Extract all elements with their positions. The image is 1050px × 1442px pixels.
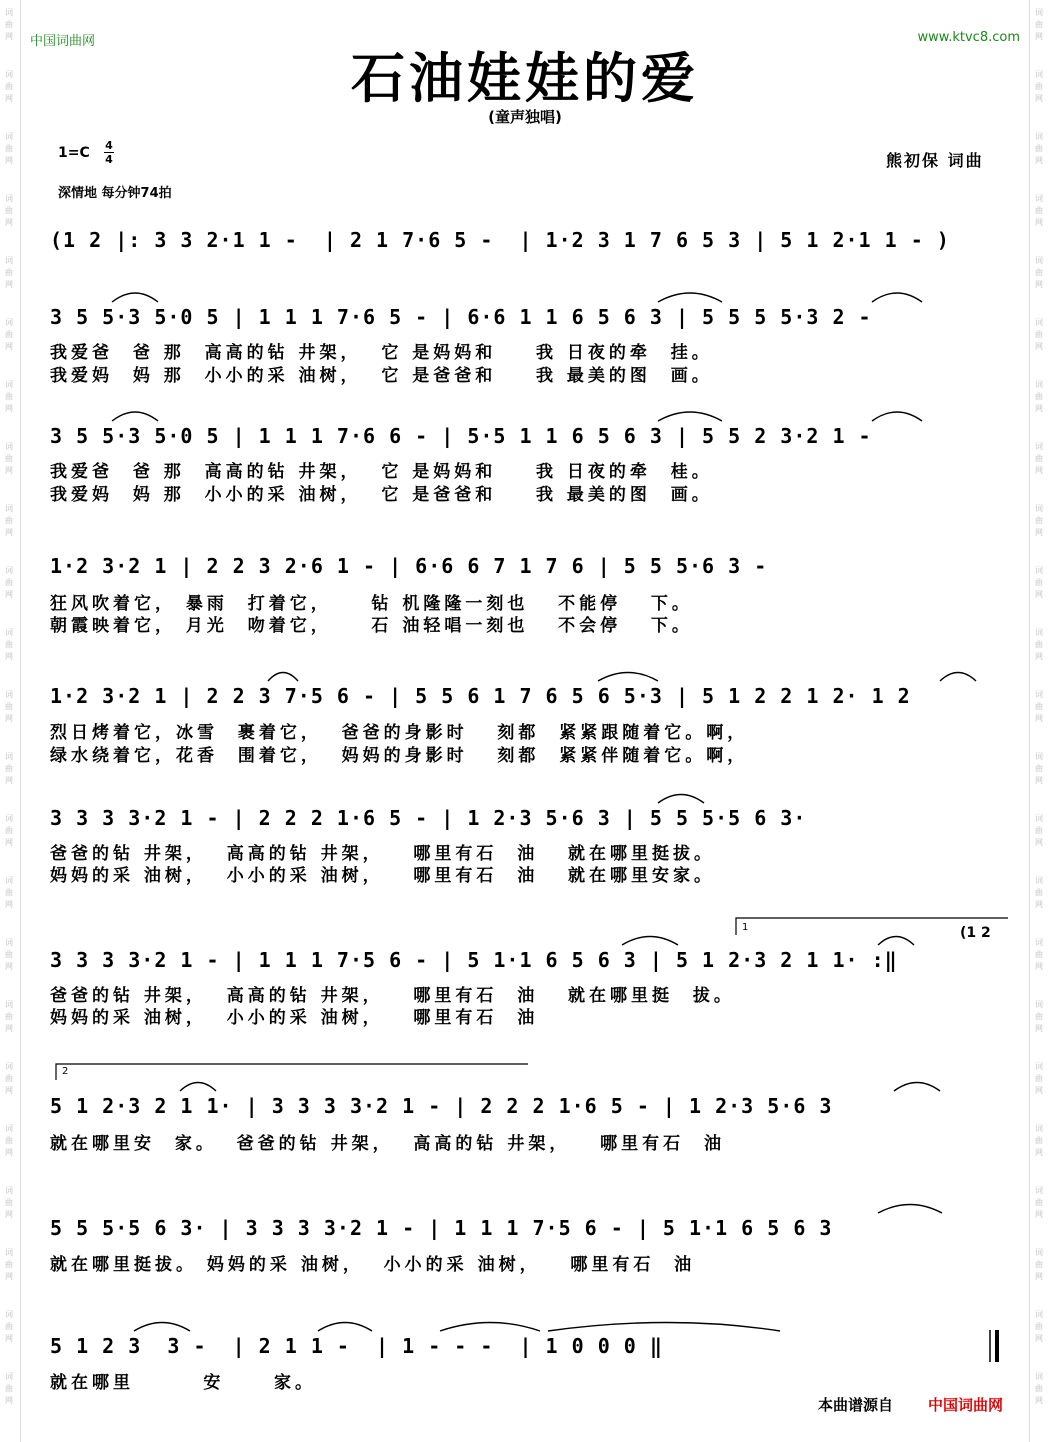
watermark-glyph: 曲 xyxy=(5,826,13,835)
watermark-glyph: 词 xyxy=(5,1186,13,1195)
watermark-glyph: 网 xyxy=(5,466,13,475)
slur xyxy=(440,1323,540,1332)
watermark-glyph: 网 xyxy=(1035,1396,1043,1405)
watermark-glyph: 词 xyxy=(5,1000,13,1009)
watermark-glyph: 网 xyxy=(5,280,13,289)
watermark-glyph: 曲 xyxy=(5,144,13,153)
watermark-glyph: 词 xyxy=(5,1124,13,1133)
watermark-glyph: 词 xyxy=(1035,1124,1043,1133)
system-2-notes: 3 5 5·3 5·0 5 | 1 1 1 7·6 5 - | 6·6 1 1 6 5 6 3 | 5 5 5 5·3 2 - xyxy=(50,305,872,329)
watermark-glyph: 词 xyxy=(5,380,13,389)
watermark-glyph: 曲 xyxy=(5,1074,13,1083)
watermark-glyph: 网 xyxy=(5,1396,13,1405)
slur xyxy=(318,1323,372,1332)
watermark-glyph: 词 xyxy=(1035,70,1043,79)
watermark-glyph: 词 xyxy=(5,690,13,699)
watermark-glyph: 词 xyxy=(5,70,13,79)
system-3-notes: 3 5 5·3 5·0 5 | 1 1 1 7·6 6 - | 5·5 1 1 6 5 6 3 | 5 5 2 3·2 1 - xyxy=(50,424,872,448)
song-subtitle: (童声独唱) xyxy=(488,108,562,126)
key-signature: 1=C xyxy=(58,145,90,161)
watermark-glyph: 网 xyxy=(5,1086,13,1095)
watermark-glyph: 曲 xyxy=(1035,516,1043,525)
watermark-glyph: 网 xyxy=(1035,280,1043,289)
watermark-glyph: 网 xyxy=(1035,1210,1043,1219)
watermark-glyph: 网 xyxy=(1035,528,1043,537)
watermark-glyph: 词 xyxy=(1035,876,1043,885)
watermark-glyph: 词 xyxy=(1035,194,1043,203)
watermark-glyph: 网 xyxy=(1035,900,1043,909)
watermark-glyph: 曲 xyxy=(5,1198,13,1207)
watermark-glyph: 词 xyxy=(5,442,13,451)
watermark-glyph: 曲 xyxy=(1035,268,1043,277)
watermark-glyph: 网 xyxy=(5,1148,13,1157)
watermark-glyph: 网 xyxy=(1035,1024,1043,1033)
watermark-glyph: 网 xyxy=(1035,32,1043,41)
watermark-glyph: 词 xyxy=(5,876,13,885)
watermark-glyph: 词 xyxy=(5,194,13,203)
watermark-glyph: 曲 xyxy=(5,1322,13,1331)
system-10-notes: 5 1 2 3 3 - | 2 1 1 - | 1 - - - | 1 0 0 0 ‖ xyxy=(50,1334,663,1358)
site-url-right: www.ktvc8.com xyxy=(917,30,1020,45)
watermark-glyph: 曲 xyxy=(1035,950,1043,959)
watermark-glyph: 曲 xyxy=(1035,640,1043,649)
watermark-glyph: 网 xyxy=(5,156,13,165)
watermark-glyph: 网 xyxy=(1035,652,1043,661)
footer-site-name: 中国词曲网 xyxy=(928,1396,1004,1414)
watermark-glyph: 曲 xyxy=(1035,1260,1043,1269)
watermark-glyph: 词 xyxy=(1035,318,1043,327)
watermark-glyph: 曲 xyxy=(5,392,13,401)
composer-credit: 熊初保 词曲 xyxy=(886,151,984,170)
watermark-glyph: 曲 xyxy=(1035,454,1043,463)
system-2-lyric-2: 我爱妈 妈 那 小小的采 油树， 它 是爸爸和 我 最美的图 画。 xyxy=(50,366,713,386)
volta-2-bracket xyxy=(56,1064,528,1080)
watermark-glyph: 网 xyxy=(1035,590,1043,599)
watermark-glyph: 网 xyxy=(5,404,13,413)
watermark-glyph: 词 xyxy=(5,814,13,823)
watermark-glyph: 曲 xyxy=(1035,82,1043,91)
watermark-glyph: 网 xyxy=(1035,962,1043,971)
watermark-glyph: 曲 xyxy=(1035,702,1043,711)
watermark-glyph: 词 xyxy=(1035,690,1043,699)
watermark-glyph: 词 xyxy=(1035,938,1043,947)
watermark-glyph: 曲 xyxy=(1035,1136,1043,1145)
watermark-glyph: 曲 xyxy=(5,20,13,29)
system-4-notes: 1·2 3·2 1 | 2 2 3 2·6 1 - | 6·6 6 7 1 7 6 | 5 5 5·6 3 - xyxy=(50,554,768,578)
watermark-glyph: 网 xyxy=(1035,466,1043,475)
watermark-glyph: 网 xyxy=(5,528,13,537)
watermark-glyph: 网 xyxy=(5,590,13,599)
watermark-glyph: 曲 xyxy=(5,950,13,959)
watermark-glyph: 词 xyxy=(1035,1062,1043,1071)
watermark-glyph: 曲 xyxy=(1035,330,1043,339)
system-9-notes: 5 5 5·5 6 3· | 3 3 3 3·2 1 - | 1 1 1 7·5 6 - | 5 1·1 6 5 6 3 xyxy=(50,1216,833,1240)
watermark-glyph: 词 xyxy=(1035,566,1043,575)
watermark-glyph: 曲 xyxy=(5,454,13,463)
watermark-glyph: 网 xyxy=(1035,1086,1043,1095)
watermark-glyph: 曲 xyxy=(1035,144,1043,153)
system-6-lyric-1: 爸爸的钻 井架， 高高的钻 井架， 哪里有石 油 就在哪里挺拔。 xyxy=(50,844,716,864)
watermark-glyph: 曲 xyxy=(1035,20,1043,29)
watermark-glyph: 词 xyxy=(1035,442,1043,451)
slur xyxy=(268,673,298,682)
final-barline xyxy=(990,1330,997,1362)
watermark-glyph: 曲 xyxy=(5,82,13,91)
slur xyxy=(872,412,922,421)
watermark-glyph: 曲 xyxy=(5,1136,13,1145)
watermark-glyph: 网 xyxy=(5,962,13,971)
system-5-lyric-2: 绿水绕着它，花香 围着它， 妈妈的身影时 刻都 紧紧伴随着它。啊， xyxy=(50,746,749,766)
watermark-glyph: 曲 xyxy=(1035,764,1043,773)
watermark-glyph: 网 xyxy=(1035,94,1043,103)
watermark-glyph: 曲 xyxy=(5,640,13,649)
watermark-glyph: 网 xyxy=(5,900,13,909)
watermark-glyph: 网 xyxy=(5,776,13,785)
volta-1-label: 1 xyxy=(742,922,749,933)
watermark-glyph: 曲 xyxy=(5,888,13,897)
watermark-glyph: 词 xyxy=(5,938,13,947)
watermark-glyph: 曲 xyxy=(5,764,13,773)
slur xyxy=(658,412,722,421)
volta-2-label: 2 xyxy=(62,1066,69,1077)
watermark-glyph: 网 xyxy=(1035,1272,1043,1281)
watermark-glyph: 曲 xyxy=(1035,392,1043,401)
watermark-glyph: 网 xyxy=(5,1024,13,1033)
watermark-glyph: 曲 xyxy=(5,1384,13,1393)
watermark-glyph: 曲 xyxy=(1035,1012,1043,1021)
watermark-glyph: 网 xyxy=(1035,404,1043,413)
watermark-glyph: 词 xyxy=(5,256,13,265)
slur xyxy=(940,673,976,682)
watermark-glyph: 曲 xyxy=(5,578,13,587)
watermark-glyph: 网 xyxy=(5,838,13,847)
watermark-glyph: 曲 xyxy=(1035,1322,1043,1331)
slur xyxy=(872,293,922,302)
system-7-lyric-2: 妈妈的采 油树， 小小的采 油树， 哪里有石 油 xyxy=(50,1008,539,1028)
watermark-glyph: 词 xyxy=(5,1310,13,1319)
watermark-glyph: 词 xyxy=(5,628,13,637)
system-7-lyric-1: 爸爸的钻 井架， 高高的钻 井架， 哪里有石 油 就在哪里挺 拔。 xyxy=(50,986,735,1006)
watermark-glyph: 曲 xyxy=(5,516,13,525)
watermark-glyph: 词 xyxy=(1035,8,1043,17)
system-10-lyric-1: 就在哪里 安 家。 xyxy=(50,1373,317,1393)
watermark-glyph: 网 xyxy=(5,1272,13,1281)
watermark-glyph: 曲 xyxy=(5,1012,13,1021)
system-1-notes: (1 2 |: 3 3 2·1 1 - | 2 1 7·6 5 - | 1·2 3 1 7 6 5 3 | 5 1 2·1 1 - ) xyxy=(50,228,950,252)
watermark-glyph: 曲 xyxy=(5,330,13,339)
watermark-glyph: 网 xyxy=(1035,838,1043,847)
watermark-glyph: 词 xyxy=(1035,1186,1043,1195)
watermark-glyph: 曲 xyxy=(1035,1384,1043,1393)
watermark-glyph: 网 xyxy=(5,94,13,103)
watermark-glyph: 网 xyxy=(1035,1148,1043,1157)
slur xyxy=(548,1323,780,1332)
slur xyxy=(598,673,658,682)
watermark-glyph: 词 xyxy=(1035,1248,1043,1257)
system-3-lyric-1: 我爱爸 爸 那 高高的钻 井架， 它 是妈妈和 我 日夜的牵 桂。 xyxy=(50,462,713,482)
watermark-glyph: 曲 xyxy=(1035,888,1043,897)
watermark-glyph: 网 xyxy=(5,218,13,227)
watermark-glyph: 网 xyxy=(5,1210,13,1219)
system-3-lyric-2: 我爱妈 妈 那 小小的采 油树， 它 是爸爸和 我 最美的图 画。 xyxy=(50,485,713,505)
slur xyxy=(112,412,158,421)
watermark-glyph: 网 xyxy=(1035,218,1043,227)
slur xyxy=(878,937,914,946)
watermark-glyph: 曲 xyxy=(1035,206,1043,215)
watermark-glyph: 词 xyxy=(1035,1000,1043,1009)
time-signature-top: 4 xyxy=(105,139,113,152)
watermark-glyph: 曲 xyxy=(1035,578,1043,587)
system-6-lyric-2: 妈妈的采 油树， 小小的采 油树， 哪里有石 油 就在哪里安家。 xyxy=(50,866,716,886)
watermark-glyph: 曲 xyxy=(5,702,13,711)
watermark-glyph: 网 xyxy=(1035,1334,1043,1343)
system-6-notes: 3 3 3 3·2 1 - | 2 2 2 1·6 5 - | 1 2·3 5·6 3 | 5 5 5·5 6 3· xyxy=(50,806,807,830)
watermark-glyph: 网 xyxy=(1035,342,1043,351)
slur xyxy=(134,1323,190,1332)
system-2-lyric-1: 我爱爸 爸 那 高高的钻 井架， 它 是妈妈和 我 日夜的牵 挂。 xyxy=(50,343,713,363)
watermark-glyph: 曲 xyxy=(1035,1198,1043,1207)
watermark-glyph: 网 xyxy=(1035,156,1043,165)
slur xyxy=(180,1083,216,1092)
watermark-glyph: 网 xyxy=(5,652,13,661)
watermark-glyph: 网 xyxy=(5,714,13,723)
time-signature-bottom: 4 xyxy=(105,153,113,166)
song-title: 石油娃娃的爱 xyxy=(351,47,699,110)
watermark-glyph: 网 xyxy=(1035,776,1043,785)
slur xyxy=(894,1083,940,1092)
watermark-glyph: 词 xyxy=(1035,380,1043,389)
watermark-glyph: 曲 xyxy=(5,1260,13,1269)
watermark-glyph: 网 xyxy=(5,1334,13,1343)
watermark-glyph: 曲 xyxy=(1035,826,1043,835)
watermark-glyph: 网 xyxy=(1035,714,1043,723)
watermark-glyph: 词 xyxy=(5,1372,13,1381)
slurs xyxy=(112,293,976,1331)
watermark-glyph: 曲 xyxy=(5,268,13,277)
watermark-glyph: 词 xyxy=(5,132,13,141)
watermark-glyph: 词 xyxy=(5,1248,13,1257)
slur xyxy=(622,937,678,946)
watermark-glyph: 词 xyxy=(1035,1310,1043,1319)
slur xyxy=(112,293,158,302)
system-8-lyric-1: 就在哪里安 家。 爸爸的钻 井架， 高高的钻 井架， 哪里有石 油 xyxy=(50,1134,725,1154)
watermark-glyph: 词 xyxy=(1035,752,1043,761)
volta-1-bracket xyxy=(736,918,1008,935)
system-9-lyric-1: 就在哪里挺拔。 妈妈的采 油树， 小小的采 油树， 哪里有石 油 xyxy=(50,1255,696,1275)
watermark-glyph: 词 xyxy=(5,752,13,761)
watermark-glyph: 词 xyxy=(1035,132,1043,141)
system-5-notes: 1·2 3·2 1 | 2 2 3 7·5 6 - | 5 5 6 1 7 6 5 6 5·3 | 5 1 2 2 1 2· 1 2 xyxy=(50,684,911,708)
tempo-marking: 深情地 每分钟74拍 xyxy=(58,186,172,201)
system-4-lyric-2: 朝霞映着它， 月光 吻着它， 石 油轻唱一刻也 不会停 下。 xyxy=(50,616,693,636)
slur xyxy=(658,293,722,302)
watermark-glyph: 网 xyxy=(5,342,13,351)
slur xyxy=(878,1205,942,1214)
watermark-glyph: 词 xyxy=(1035,504,1043,513)
footer-source-label: 本曲谱源自 xyxy=(818,1396,894,1414)
system-7-notes: 3 3 3 3·2 1 - | 1 1 1 7·5 6 - | 5 1·1 6 5 6 3 | 5 1 2·3 2 1 1· :‖ xyxy=(50,948,898,972)
site-name-left: 中国词曲网 xyxy=(30,34,96,49)
watermark-glyph: 词 xyxy=(5,1062,13,1071)
watermark-glyph: 词 xyxy=(1035,628,1043,637)
watermark-glyph: 曲 xyxy=(5,206,13,215)
volta-brackets xyxy=(56,918,1008,1080)
watermark-glyph: 词 xyxy=(5,504,13,513)
system-5-lyric-1: 烈日烤着它，冰雪 裹着它， 爸爸的身影时 刻都 紧紧跟随着它。啊， xyxy=(50,723,749,743)
volta-ending-notes: (1 2 xyxy=(960,925,991,941)
watermark-glyph: 词 xyxy=(5,8,13,17)
system-8-notes: 5 1 2·3 2 1 1· | 3 3 3 3·2 1 - | 2 2 2 1·6 5 - | 1 2·3 5·6 3 xyxy=(50,1094,833,1118)
watermark-glyph: 词 xyxy=(5,318,13,327)
watermark-glyph: 曲 xyxy=(1035,1074,1043,1083)
system-4-lyric-1: 狂风吹着它， 暴雨 打着它， 钻 机隆隆一刻也 不能停 下。 xyxy=(50,594,693,614)
watermark-glyph: 词 xyxy=(5,566,13,575)
watermark-glyph: 词 xyxy=(1035,1372,1043,1381)
slur xyxy=(658,795,704,804)
watermark-glyph: 词 xyxy=(1035,256,1043,265)
watermark-glyph: 词 xyxy=(1035,814,1043,823)
watermark-glyph: 网 xyxy=(5,32,13,41)
